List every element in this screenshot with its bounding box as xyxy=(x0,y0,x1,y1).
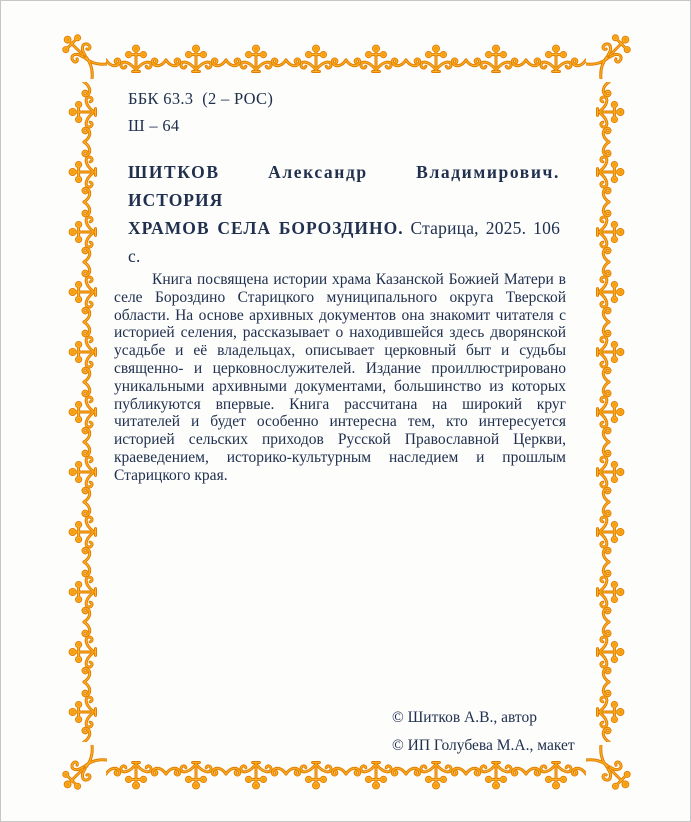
book-annotation: Книга посвящена истории храма Казанской Божией Матери в селе Бороздино Старицкого муниципального округа Тверской области. На основе архивных документов она знакомит читателя с историей селения, рассказывает о находившейся здесь дворянской усадьбе и её владельцах, описывает церковный быт и судьбы священно- и церковнослужителей. Издание проиллюстрировано уникальными архивными документами, большинство из которых публикуются впервые. Книга рассчитана на широкий круг читателей и будет особенно интересна тем, кто интересуется историей сельских приходов Русской Православной Церкви, краеведением, историко-культурным наследием и прошлым Старицкого края. xyxy=(114,271,566,484)
ornament-border-right xyxy=(592,82,628,742)
ornament-corner-top-right xyxy=(586,31,634,79)
book-title-part-1: ИСТОРИЯ xyxy=(128,190,224,210)
ornament-corner-top-left xyxy=(59,31,107,79)
imprint-info: Старица, 2025. 106 с. xyxy=(128,218,561,266)
heading-line-1 xyxy=(128,158,560,214)
ornament-border-top xyxy=(106,41,586,77)
author-name: ШИТКОВ Александр Владимирович. xyxy=(128,162,560,182)
ornament-border-bottom xyxy=(106,757,586,793)
copyright-block xyxy=(392,704,575,759)
ornament-corner-bottom-right xyxy=(586,745,634,793)
heading-line-2 xyxy=(128,214,560,270)
copyright-author: © Шитков А.В., автор xyxy=(392,709,537,726)
ornament-corner-bottom-left xyxy=(59,745,107,793)
ornament-border-left xyxy=(65,82,101,742)
bibliographic-heading xyxy=(128,158,560,270)
author-index-code: Ш – 64 xyxy=(128,116,180,135)
copyright-layout: © ИП Голубева М.А., макет xyxy=(392,736,575,754)
book-title-part-2: ХРАМОВ СЕЛА БОРОЗДИНО. xyxy=(128,218,404,238)
bbk-classification-code: ББК 63.3 (2 – РОС) xyxy=(128,89,274,108)
